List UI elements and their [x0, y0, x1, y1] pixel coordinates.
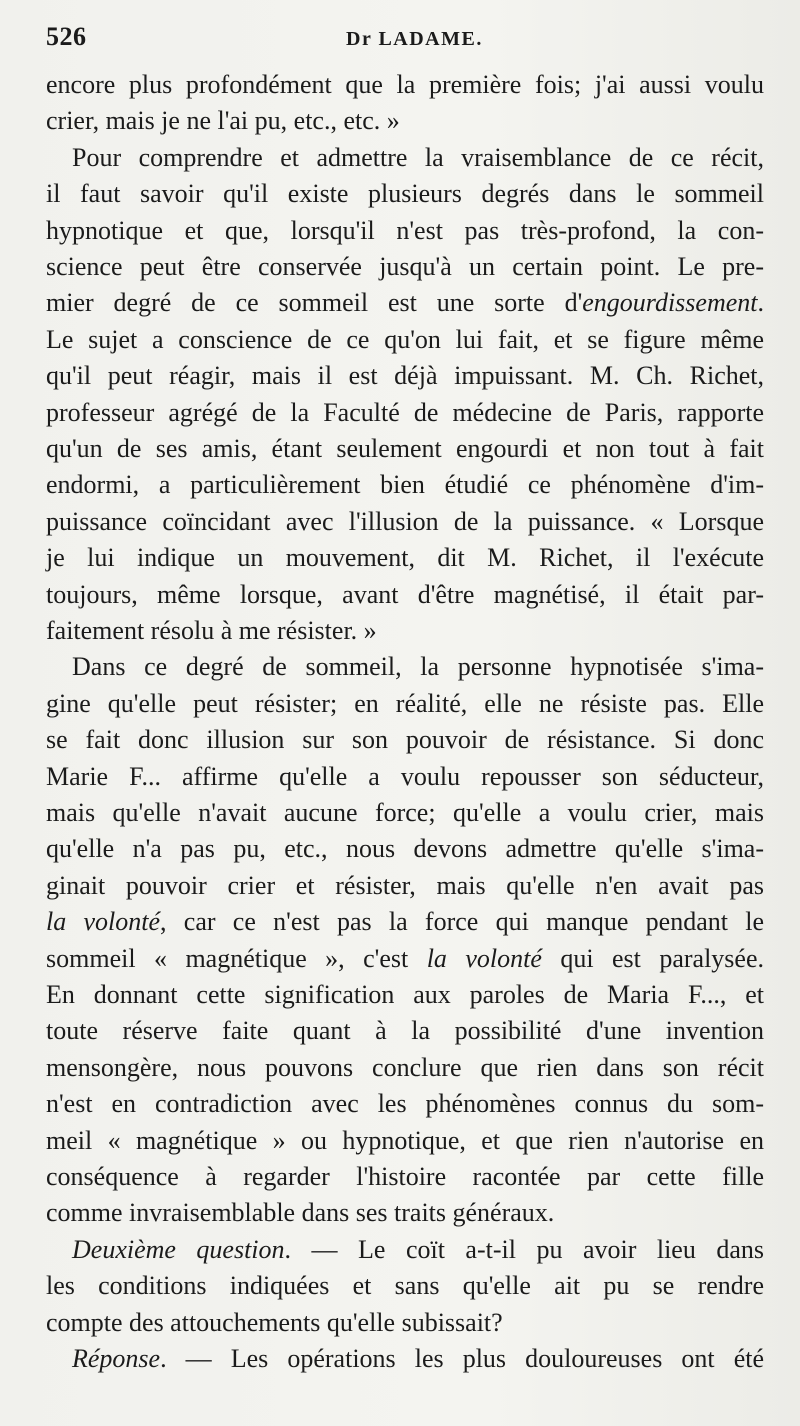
- text-line: Marie F... affirme qu'elle a voulu repousser son séducteur,: [46, 761, 764, 791]
- text-line: compte des attouchements qu'elle subissait?: [46, 1307, 503, 1337]
- text-line: n'est en contradiction avec les phénomènes connus du som-: [46, 1089, 764, 1119]
- text-line: professeur agrégé de la Faculté de médecine de Paris, rapporte: [46, 397, 764, 427]
- text-line: toute réserve faite quant à la possibilité d'une invention: [46, 1016, 764, 1046]
- text-line: toujours, même lorsque, avant d'être magnétisé, il était par-: [46, 579, 764, 609]
- running-head: Dr LADAME.: [346, 28, 483, 50]
- text-line: Dans ce degré de sommeil, la personne hypnotisée s'ima-: [72, 652, 764, 682]
- text-line: En donnant cette signification aux paroles de Maria F..., et: [46, 980, 764, 1009]
- page-header: [46, 18, 756, 58]
- text-line: encore plus profondément que la première fois; j'ai aussi voulu: [46, 70, 764, 99]
- text-line: Deuxième question. — Le coït a-t-il pu avoir lieu dans: [72, 1234, 764, 1264]
- page-number: 526: [46, 22, 87, 51]
- text-line: il faut savoir qu'il existe plusieurs degrés dans le sommeil: [46, 179, 764, 209]
- text-line: qu'un de ses amis, étant seulement engourdi et non tout à fait: [46, 434, 764, 463]
- text-line: science peut être conservée jusqu'à un certain point. Le pre-: [46, 252, 764, 281]
- text-line: puissance coïncidant avec l'illusion de la puissance. « Lorsque: [46, 506, 764, 536]
- text-line: hypnotique et que, lorsqu'il n'est pas très-profond, la con-: [46, 215, 764, 245]
- text-line: sommeil « magnétique », c'est la volonté qui est paralysée.: [46, 943, 764, 973]
- text-line: meil « magnétique » ou hypnotique, et que rien n'autorise en: [46, 1125, 764, 1155]
- text-line: ginait pouvoir crier et résister, mais qu'elle n'en avait pas: [46, 870, 764, 900]
- text-line: Réponse. — Les opérations les plus douloureuses ont été: [72, 1344, 764, 1373]
- text-line: gine qu'elle peut résister; en réalité, elle ne résiste pas. Elle: [46, 688, 764, 718]
- text-line: la volonté, car ce n'est pas la force qui manque pendant le: [46, 907, 764, 937]
- text-line: mier degré de ce sommeil est une sorte d'engourdissement.: [46, 288, 764, 318]
- text-line: conséquence à regarder l'histoire racontée par cette fille: [46, 1162, 764, 1191]
- text-line: qu'il peut réagir, mais il est déjà impuissant. M. Ch. Richet,: [46, 361, 764, 391]
- text-line: les conditions indiquées et sans qu'elle ait pu se rendre: [46, 1271, 764, 1301]
- text-line: qu'elle n'a pas pu, etc., nous devons admettre qu'elle s'ima-: [46, 834, 764, 864]
- text-line: Le sujet a conscience de ce qu'on lui fait, et se figure même: [46, 324, 764, 354]
- text-line: se fait donc illusion sur son pouvoir de résistance. Si donc: [46, 725, 764, 755]
- text-line: mensongère, nous pouvons conclure que rien dans son récit: [46, 1052, 764, 1082]
- text-line: endormi, a particulièrement bien étudié ce phénomène d'im-: [46, 470, 764, 500]
- text-line: crier, mais je ne l'ai pu, etc., etc. »: [46, 106, 400, 136]
- text-line: faitement résolu à me résister. »: [46, 616, 377, 645]
- text-line: Pour comprendre et admettre la vraisemblance de ce récit,: [72, 142, 764, 172]
- text-line: mais qu'elle n'avait aucune force; qu'elle a voulu crier, mais: [46, 798, 764, 827]
- text-line: comme invraisemblable dans ses traits généraux.: [46, 1198, 555, 1228]
- text-line: je lui indique un mouvement, dit M. Richet, il l'exécute: [46, 543, 764, 573]
